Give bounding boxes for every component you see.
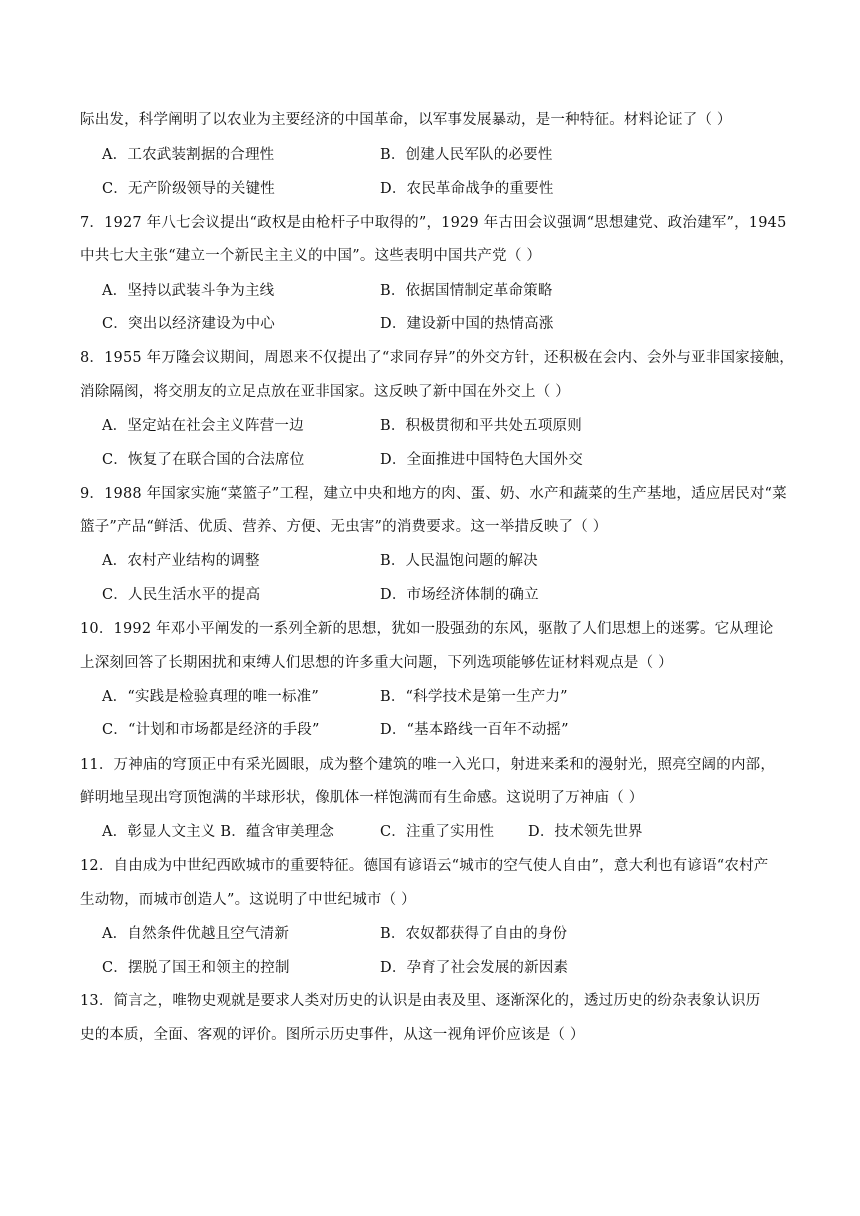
q7-option-b: B．依据国情制定革命策略 [380, 283, 553, 299]
q10-option-c: C．“计划和市场都是经济的手段” [102, 722, 320, 738]
q7-option-d: D．建设新中国的热情高涨 [380, 316, 554, 332]
q7-stem-line-1: 7．1927 年八七会议提出“政权是由枪杆子中取得的”，1929 年古田会议强调“思想建党、政治建军”，1945 [80, 215, 787, 231]
q8-option-d: D．全面推进中国特色大国外交 [380, 452, 583, 468]
q8-stem-line-2: 消除隔阂，将交朋友的立足点放在亚非国家。这反映了新中国在外交上（ ） [80, 384, 570, 400]
q10-stem-line-2: 上深刻回答了长期困扰和束缚人们思想的许多重大问题，下列选项能够佐证材料观点是（ ） [80, 655, 673, 671]
q6-option-c: C．无产阶级领导的关键性 [102, 181, 275, 197]
q12-stem-line-1: 12．自由成为中世纪西欧城市的重要特征。德国有谚语云“城市的空气使人自由”，意大利也有谚语“农村产 [80, 858, 769, 874]
question-6-stem-tail: 际出发，科学阐明了以农业为主要经济的中国革命，以军事发展暴动，是一种特征。材料论证了（ ） [80, 112, 732, 128]
q9-stem-line-2: 篮子”产品“鲜活、优质、营养、方便、无虫害”的消费要求。这一举措反映了（ ） [80, 519, 608, 535]
q13-stem-line-1: 13．简言之，唯物史观就是要求人类对历史的认识是由表及里、逐渐深化的，透过历史的纷杂表象认识历 [80, 993, 761, 1009]
q12-stem-line-2: 生动物，而城市创造人”。这说明了中世纪城市（ ） [80, 892, 416, 908]
q12-option-d: D．孕育了社会发展的新因素 [380, 960, 569, 976]
q8-option-a: A．坚定站在社会主义阵营一边 [102, 418, 304, 434]
q10-option-b: B．“科学技术是第一生产力” [380, 689, 568, 705]
q7-option-c: C．突出以经济建设为中心 [102, 316, 275, 332]
q6-option-a: A．工农武装割据的合理性 [102, 147, 275, 163]
q8-option-b: B．积极贯彻和平共处五项原则 [380, 418, 582, 434]
q6-option-d: D．农民革命战争的重要性 [380, 181, 554, 197]
q11-option-ab: A．彰显人文主义 B．蕴含审美理念 [102, 824, 335, 840]
q9-option-a: A．农村产业结构的调整 [102, 553, 260, 569]
q7-option-a: A．坚持以武装斗争为主线 [102, 283, 275, 299]
q9-option-c: C．人民生活水平的提高 [102, 587, 261, 603]
q11-option-d: D．技术领先世界 [528, 824, 643, 840]
q11-stem-line-2: 鲜明地呈现出穹顶饱满的半球形状，像肌体一样饱满而有生命感。这说明了万神庙（ ） [80, 790, 644, 806]
q12-option-c: C．摆脱了国王和领主的控制 [102, 960, 290, 976]
q9-option-b: B．人民温饱问题的解决 [380, 553, 538, 569]
q7-stem-line-2: 中共七大主张“建立一个新民主主义的中国”。这些表明中国共产党（ ） [80, 248, 542, 264]
q11-option-c: C．注重了实用性 [380, 824, 495, 840]
q10-stem-line-1: 10．1992 年邓小平阐发的一系列全新的思想，犹如一股强劲的东风，驱散了人们思想上的迷雾。它从理论 [80, 621, 774, 637]
q9-option-d: D．市场经济体制的确立 [380, 587, 539, 603]
q8-stem-line-1: 8．1955 年万隆会议期间，周恩来不仅提出了“求同存异”的外交方针，还积极在会内、会外与亚非国家接触， [80, 350, 794, 366]
q8-option-c: C．恢复了在联合国的合法席位 [102, 452, 305, 468]
q6-option-b: B．创建人民军队的必要性 [380, 147, 553, 163]
q9-stem-line-1: 9．1988 年国家实施“菜篮子”工程，建立中央和地方的肉、蛋、奶、水产和蔬菜的生产基地，适应居民对“菜 [80, 486, 787, 502]
q11-stem-line-1: 11．万神庙的穹顶正中有采光圆眼，成为整个建筑的唯一入光口，射进来柔和的漫射光，照亮空阔的内部， [80, 757, 776, 773]
q12-option-b: B．农奴都获得了自由的身份 [380, 926, 568, 942]
q10-option-d: D．“基本路线一百年不动摇” [380, 722, 569, 738]
q10-option-a: A．“实践是检验真理的唯一标准” [102, 689, 319, 705]
q12-option-a: A．自然条件优越且空气清新 [102, 926, 290, 942]
q13-stem-line-2: 史的本质，全面、客观的评价。图所示历史事件，从这一视角评价应该是（ ） [80, 1027, 585, 1043]
